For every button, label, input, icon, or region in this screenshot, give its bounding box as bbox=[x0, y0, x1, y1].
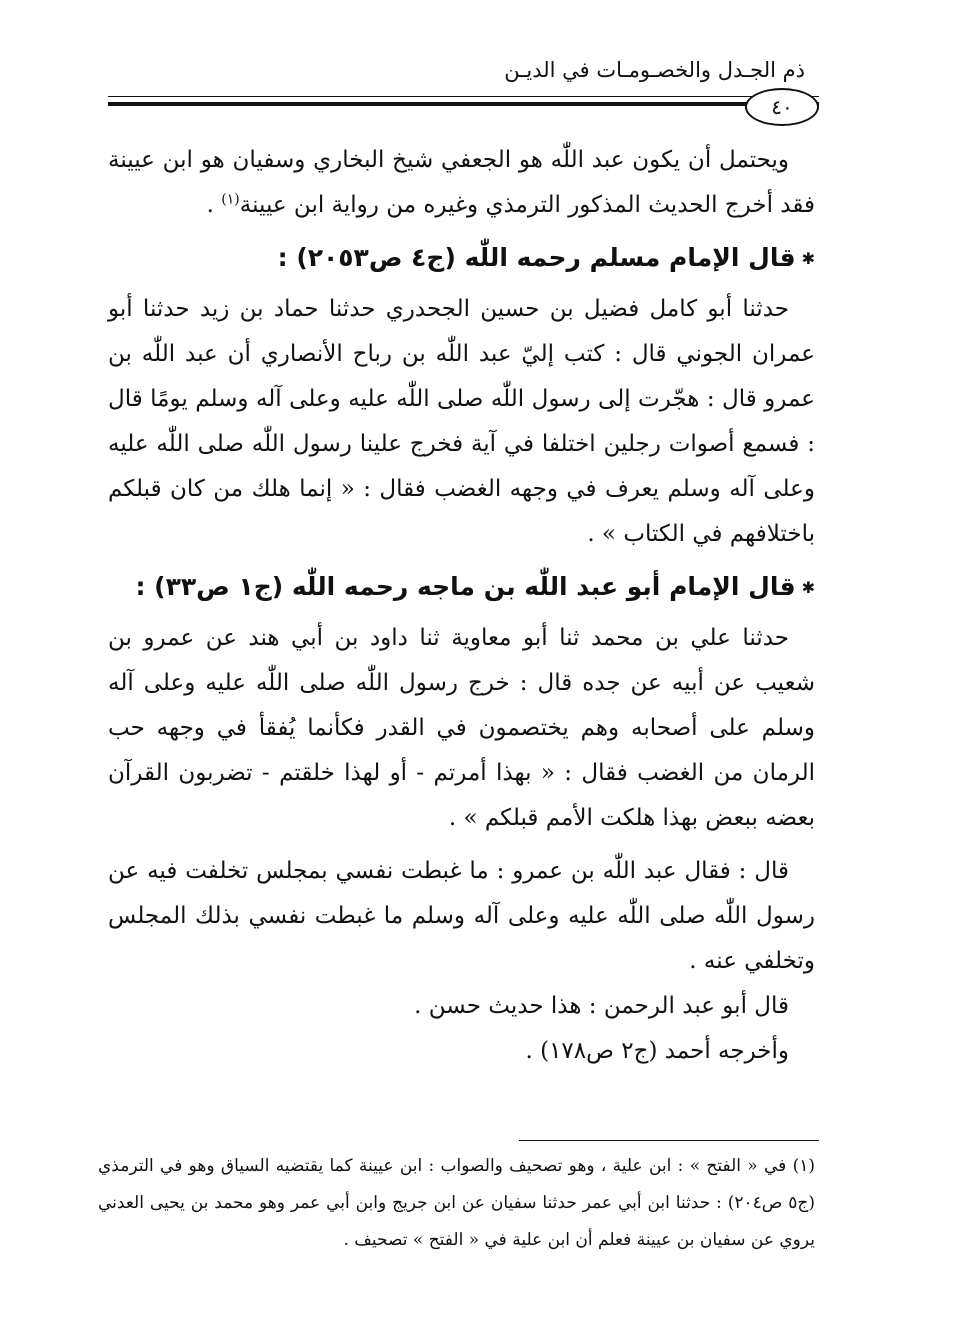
paragraph-2: حدثنا أبو كامل فضيل بن حسين الجحدري حدثنا حماد بن زيد حدثنا أبو عمران الجوني قال : كتب إليّ عبد اللّٰه بن رباح الأنصاري أن عبد اللّٰه بن عمرو قال : هجّرت إلى رسول اللّٰه صلى اللّٰه عليه وعلى آله وسلم يومًا قال : فسمع أصوات رجلين اختلفا في آية فخرج علينا رسول اللّٰه صلى اللّٰه عليه وعلى آله وسلم يعرف في وجهه الغضب فقال : « إنما هلك من كان قبلكم باختلافهم في الكتاب » . bbox=[108, 296, 815, 547]
page-number-text: ٤٠ bbox=[771, 95, 793, 119]
footnote-rule bbox=[519, 1140, 819, 1141]
paragraph-5: قال أبو عبد الرحمن : هذا حديث حسن . bbox=[414, 993, 789, 1019]
section-heading-ibn-majah-text: قال الإمام أبو عبد اللّٰه بن ماجه رحمه اللّٰه (ج١ ص٣٣) : bbox=[135, 572, 796, 601]
running-title: ذم الجـدل والخصـومـات في الديـن bbox=[504, 58, 805, 82]
section-heading-ibn-majah bbox=[108, 563, 815, 612]
header-rule-thick bbox=[108, 102, 819, 106]
paragraph-6: وأخرجه أحمد (ج٢ ص١٧٨) . bbox=[525, 1038, 789, 1064]
paragraph-4: قال : فقال عبد اللّٰه بن عمرو : ما غبطت نفسي بمجلس تخلفت فيه عن رسول اللّٰه صلى اللّٰه عليه وعلى آله وسلم ما غبطت نفسي بذلك المجلس وتخلفي عنه . bbox=[108, 858, 815, 974]
asterisk-icon: ✱ bbox=[801, 578, 815, 597]
paragraph-3: حدثنا علي بن محمد ثنا أبو معاوية ثنا داود بن أبي هند عن عمرو بن شعيب عن أبيه عن جده قال : خرج رسول اللّٰه صلى اللّٰه عليه وعلى آله وسلم على أصحابه وهم يختصمون في القدر فكأنما يُفقأ في وجهه حب الرمان من الغضب فقال : « بهذا أمرتم - أو لهذا خلقتم - تضربون القرآن بعضه ببعض بهذا هلكت الأمم قبلكم » . bbox=[108, 625, 815, 831]
paragraph-1 bbox=[108, 138, 815, 228]
section-heading-muslim bbox=[108, 234, 815, 283]
header-rule-thin bbox=[108, 96, 819, 97]
main-text bbox=[108, 138, 815, 1074]
asterisk-icon: ✱ bbox=[801, 249, 815, 268]
page-number bbox=[745, 88, 819, 126]
footnote-ref[interactable]: (١) bbox=[221, 191, 240, 208]
footnote-text: (١) في « الفتح » : ابن علية ، وهو تصحيف والصواب : ابن عيينة كما يقتضيه السياق وهو في الترمذي (ج٥ ص٢٠٤) : حدثنا ابن أبي عمر حدثنا سفيان عن ابن جريج وابن أبي عمر وهو محمد بن يحيى العدني يروي عن سفيان بن عيينة فعلم أن ابن علية في « الفتح » تصحيف . bbox=[98, 1156, 815, 1250]
paragraph-1-end: . bbox=[206, 192, 222, 218]
paragraph-1-text: ويحتمل أن يكون عبد اللّٰه هو الجعفي شيخ البخاري وسفيان هو ابن عيينة فقد أخرج الحديث المذكور الترمذي وغيره من رواية ابن عيينة bbox=[108, 147, 815, 218]
footnote bbox=[98, 1148, 815, 1259]
section-heading-muslim-text: قال الإمام مسلم رحمه اللّٰه (ج٤ ص٢٠٥٣) : bbox=[277, 243, 796, 272]
